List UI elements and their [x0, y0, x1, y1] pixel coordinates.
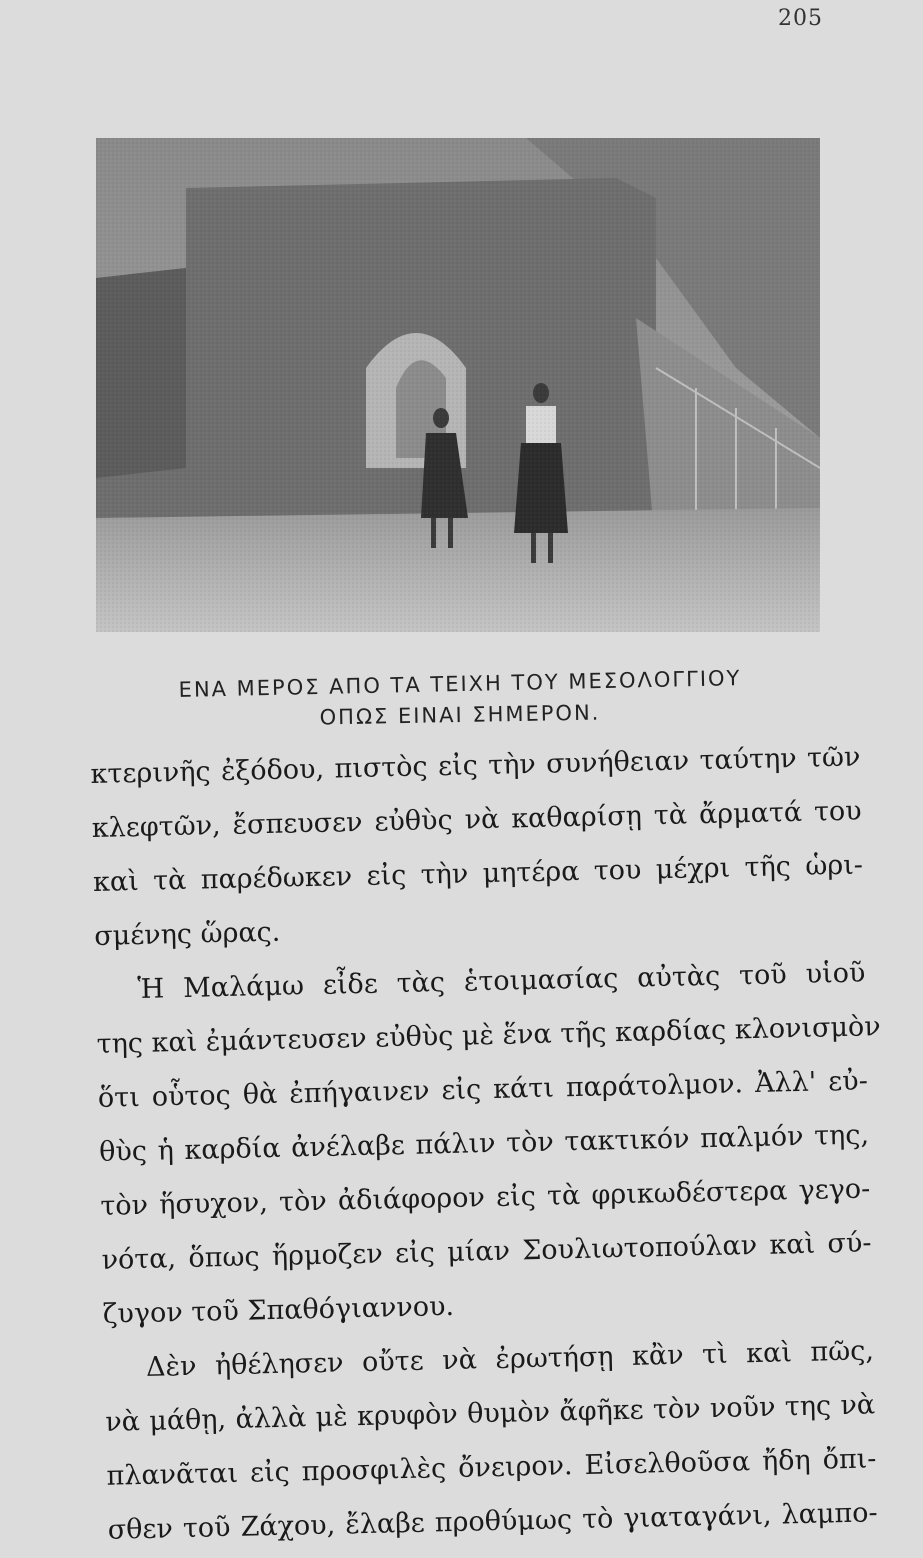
- photo-caption-line-1: ΕΝΑ ΜΕΡΟΣ ΑΠΟ ΤΑ ΤΕΙΧΗ ΤΟΥ ΜΕΣΟΛΟΓΓΙΟΥ: [178, 666, 742, 702]
- text-line: ζυγον τοῦ Σπαθόγιαννου.: [102, 1290, 455, 1330]
- text-line: νὰ μάθῃ, ἀλλὰ μὲ κρυφὸν θυμὸν ἄφῆκε τὸν νοῦν της νὰ: [104, 1389, 876, 1438]
- text-line: Ἡ Μαλάμω εἶδε τὰς ἑτοιμασίας αὐτὰς τοῦ υἱοῦ: [137, 957, 866, 1005]
- text-line: κλεφτῶν, ἔσπευσεν εὐθὺς νὰ καθαρίσῃ τὰ ἄρματά του: [91, 795, 862, 844]
- text-line: σθεν τοῦ Ζάχου, ἔλαβε προθύμως τὸ γιαταγάνι, λαμπο-: [107, 1497, 878, 1546]
- photo-caption-line-2: ΟΠΩΣ ΕΙΝΑΙ ΣΗΜΕΡΟΝ.: [319, 700, 601, 730]
- text-line: νότα, ὅπως ἥρμοζεν εἰς μίαν Σουλιωτοπούλαν καὶ σύ-: [101, 1227, 872, 1276]
- text-line: Δὲν ἠθέλησεν οὔτε νὰ ἐρωτήσῃ κἂν τὶ καὶ πῶς,: [145, 1335, 875, 1383]
- text-line: σμένης ὥρας.: [93, 916, 281, 952]
- page-number: 205: [778, 6, 823, 31]
- text-line: τὸν ἥσυχον, τὸν ἀδιάφορον εἰς τὰ φρικωδέστερα γεγο-: [100, 1173, 871, 1222]
- body-text: [90, 731, 881, 1558]
- text-line: πλανᾶται εἰς προσφιλὲς ὄνειρον. Εἰσελθοῦσα ἤδη ὄπι-: [106, 1443, 877, 1492]
- text-line: της καὶ ἐμάντευσεν εὐθὺς μὲ ἕνα τῆς καρδίας κλονισμὸν: [96, 1011, 881, 1060]
- text-line: κτερινῆς ἐξόδου, πιστὸς εἰς τὴν συνήθειαν ταύτην τῶν: [90, 741, 861, 790]
- text-line: θὺς ἡ καρδία ἀνέλαβε πάλιν τὸν τακτικόν παλμόν της,: [98, 1119, 870, 1168]
- photo-city-walls: [96, 138, 820, 632]
- text-line: ὅτι οὗτος θὰ ἐπήγαινεν εἰς κάτι παράτολμον. Ἀλλ' εὐ-: [97, 1065, 869, 1114]
- text-line: καὶ τὰ παρέδωκεν εἰς τὴν μητέρα του μέχρι τῆς ὡρι-: [92, 849, 864, 898]
